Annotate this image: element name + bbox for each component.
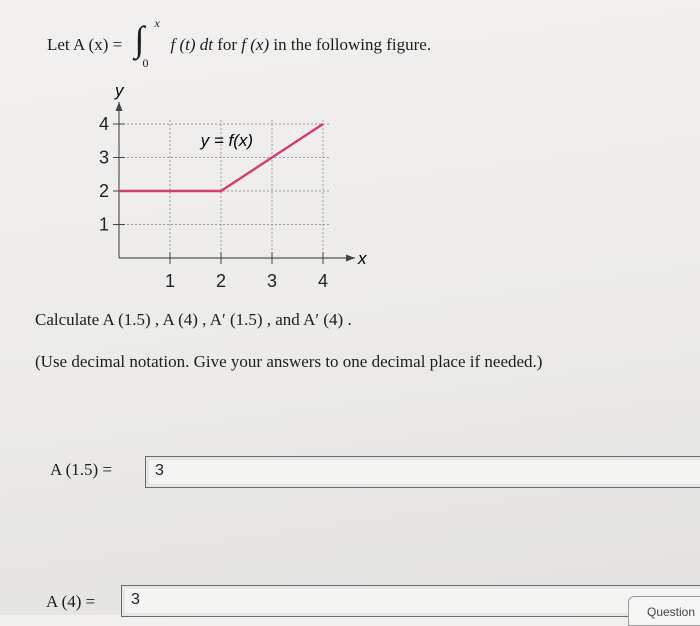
intro-prefix: Let A (x) = bbox=[47, 35, 127, 54]
instruction-text: (Use decimal notation. Give your answers to one decimal place if needed.) bbox=[35, 352, 543, 371]
y-tick-label: 2 bbox=[98, 181, 109, 201]
integral-expression bbox=[132, 16, 166, 70]
x-tick-label: 4 bbox=[317, 271, 329, 291]
answer-input-a1-5[interactable] bbox=[145, 456, 700, 488]
y-axis-label: y bbox=[115, 81, 124, 100]
intro-for: for bbox=[212, 35, 242, 54]
y-tick-label: 3 bbox=[98, 147, 109, 168]
function-graph bbox=[85, 78, 385, 298]
answer-input-a4[interactable] bbox=[121, 585, 700, 617]
answer-value-a1-5: 3 bbox=[155, 462, 164, 479]
y-axis-arrow bbox=[116, 102, 123, 111]
question-tab-label: Question bbox=[647, 605, 696, 619]
curve-label: y = f(x) bbox=[200, 130, 254, 150]
x-tick-label: 3 bbox=[266, 271, 278, 291]
answer-label-a1-5: A (1.5) = bbox=[50, 460, 112, 479]
x-axis-label: x bbox=[358, 249, 367, 268]
answer-label-a4: A (4) = bbox=[46, 592, 96, 611]
integral-lower-limit: 0 bbox=[142, 56, 149, 70]
problem-statement bbox=[47, 16, 432, 70]
integral-upper-limit: x bbox=[154, 16, 160, 30]
answer-value-a4: 3 bbox=[131, 591, 140, 608]
x-tick-label: 1 bbox=[164, 271, 176, 291]
intro-function: f (x) bbox=[241, 35, 270, 54]
integral-sign: ∫ bbox=[134, 19, 145, 59]
x-tick-label: 2 bbox=[215, 271, 227, 291]
y-tick-label: 4 bbox=[98, 114, 109, 134]
y-tick-label: 1 bbox=[98, 214, 109, 235]
question-text: Calculate A (1.5) , A (4) , A′ (1.5) , and A′ (4) . bbox=[35, 310, 352, 329]
integrand: f (t) dt bbox=[170, 35, 213, 54]
question-tab[interactable] bbox=[628, 596, 700, 626]
intro-suffix: in the following figure. bbox=[269, 35, 432, 54]
x-axis-arrow bbox=[346, 255, 355, 262]
